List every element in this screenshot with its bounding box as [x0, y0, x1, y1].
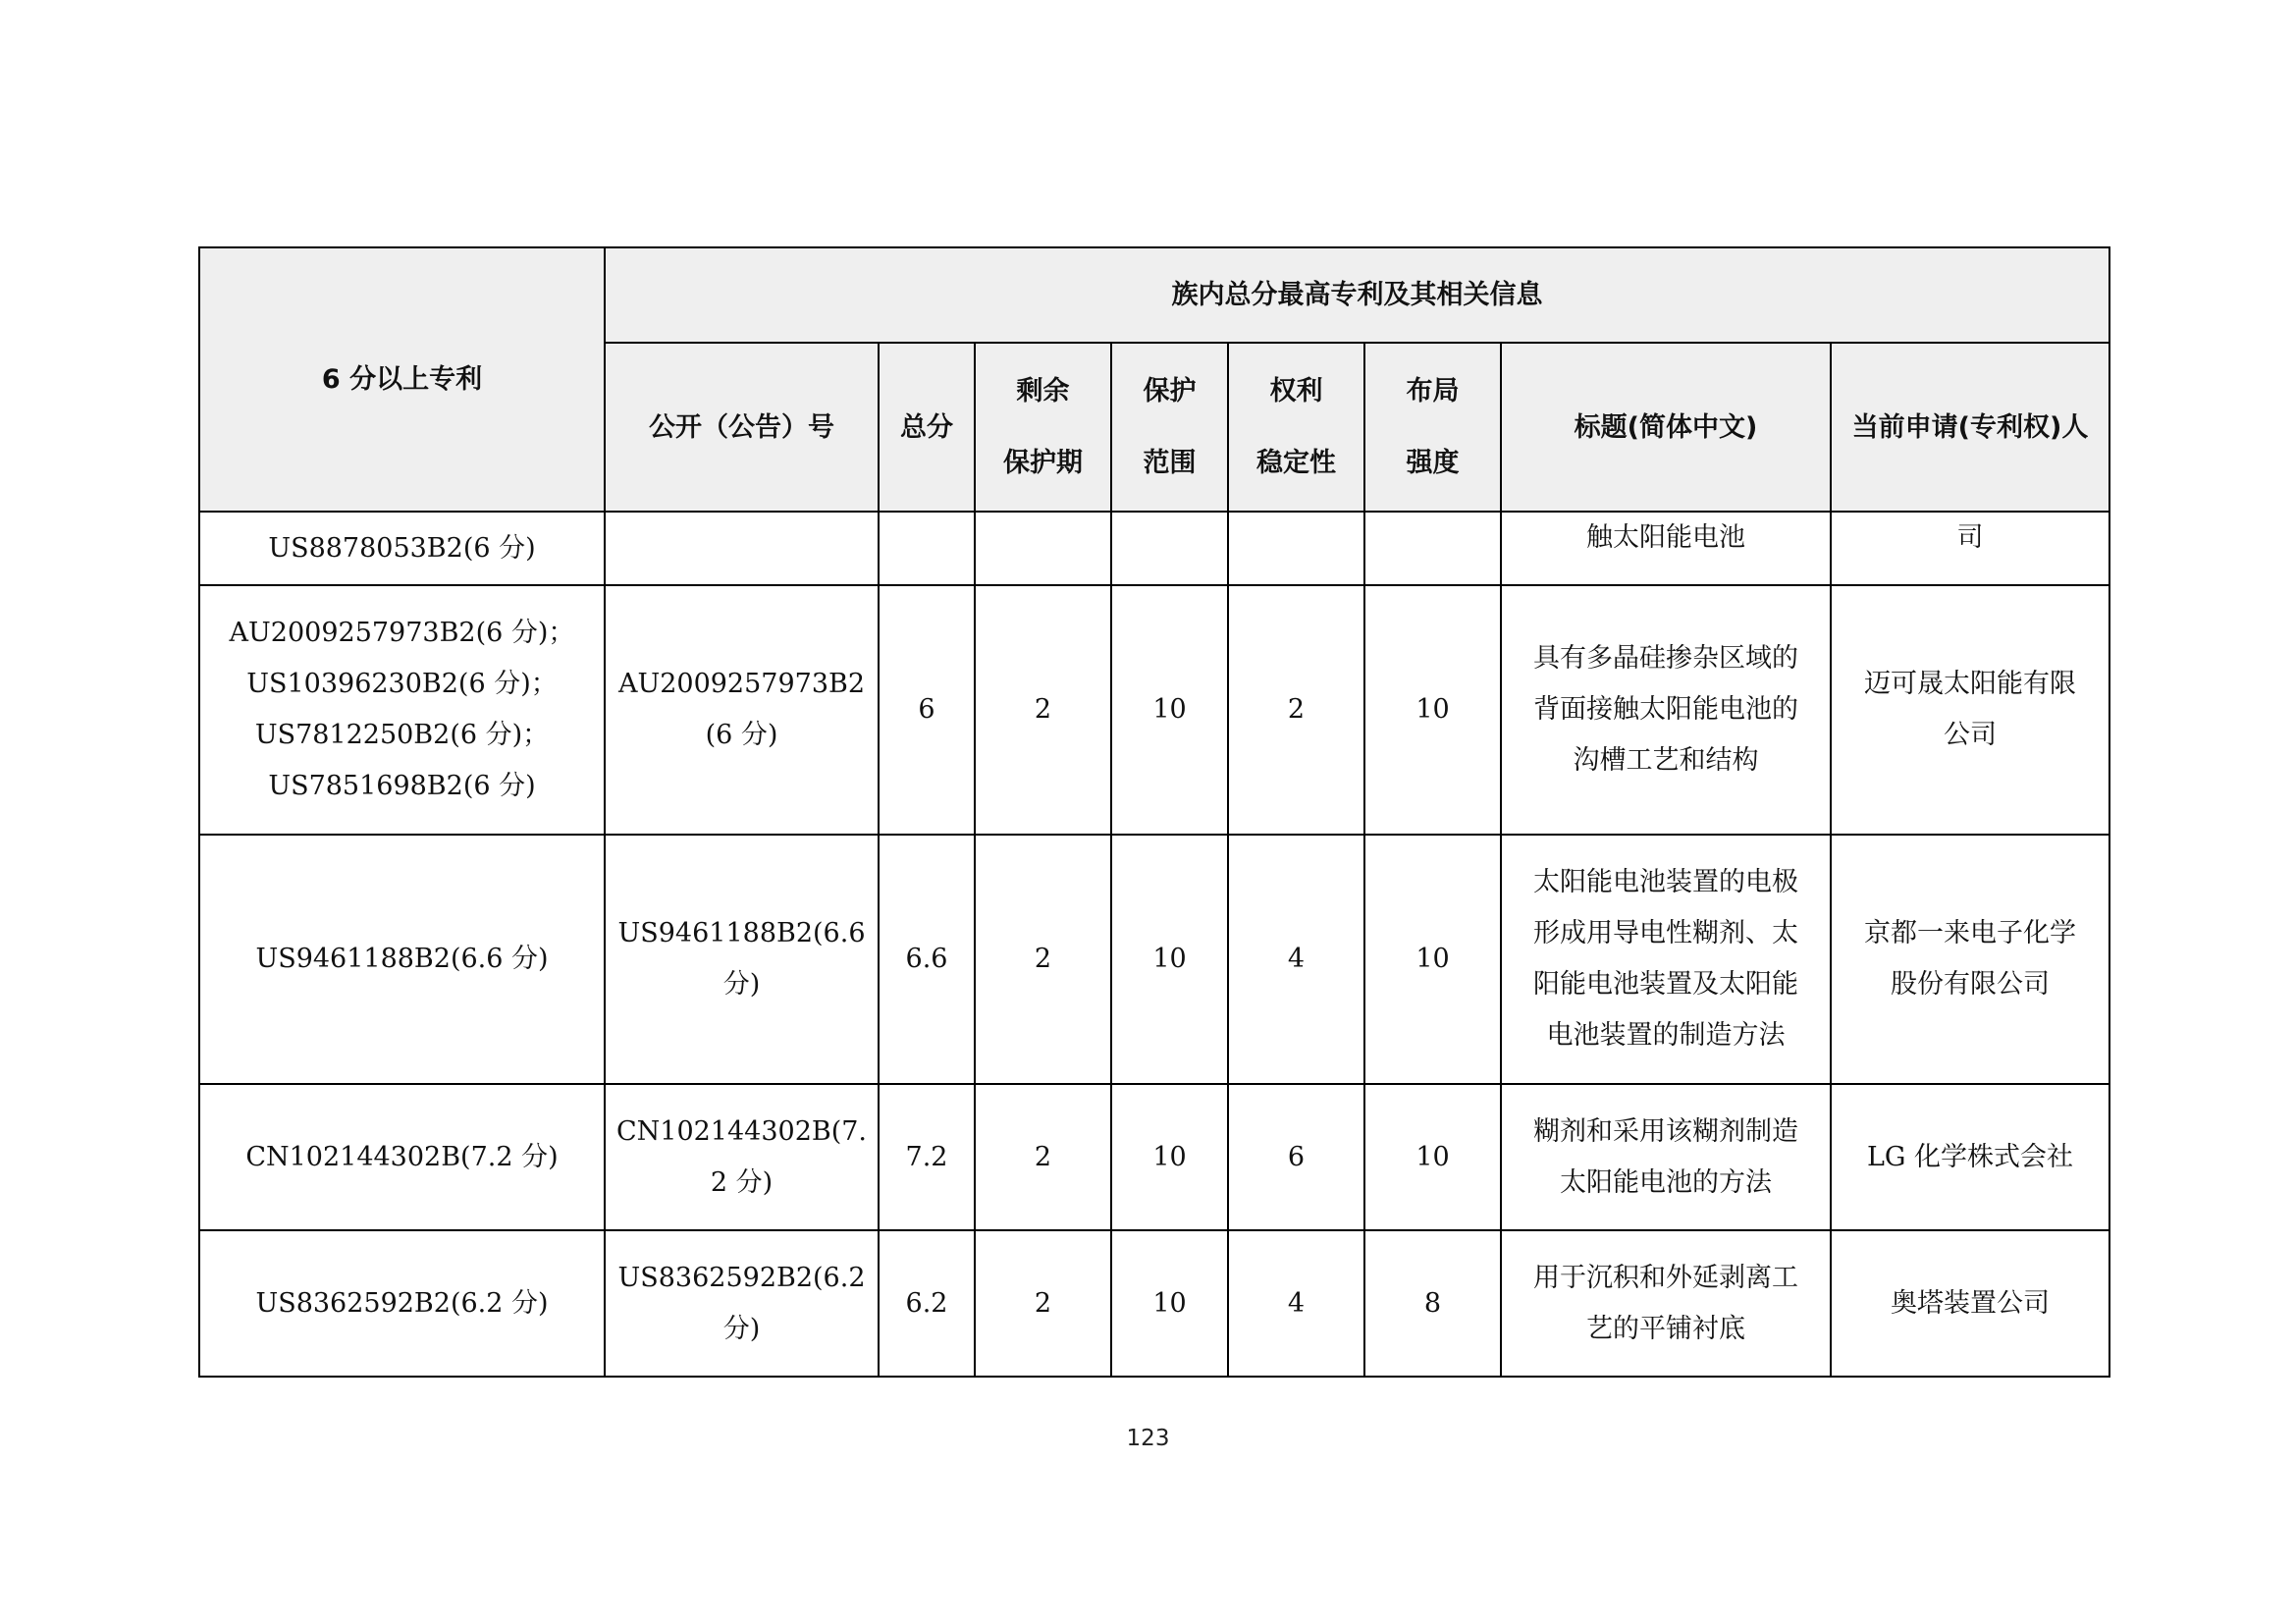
- title-cell: 触太阳能电池: [1501, 512, 1831, 585]
- total-score-cell: [879, 512, 975, 585]
- patent-entry: US8362592B2(6.2 分): [255, 1287, 549, 1319]
- header-remaining-term-line2: 保护期: [1003, 448, 1083, 478]
- publication-no-cell: [605, 512, 879, 585]
- total-score-cell: 7.2: [879, 1084, 975, 1230]
- total-score-cell: 6: [879, 585, 975, 835]
- layout-strength-cell: 10: [1364, 585, 1501, 835]
- header-patents-over-6: 6 分以上专利: [199, 247, 605, 512]
- right-stability-cell: 6: [1228, 1084, 1364, 1230]
- header-remaining-term-line1: 剩余: [1016, 376, 1070, 406]
- layout-strength-cell: 8: [1364, 1230, 1501, 1377]
- remaining-term-cell: 2: [975, 1084, 1111, 1230]
- remaining-term-cell: 2: [975, 585, 1111, 835]
- patents-cell: [199, 512, 605, 585]
- page-number: 123: [1126, 1426, 1170, 1451]
- patents-cell: [199, 1084, 605, 1230]
- header-right-stability: [1228, 343, 1364, 512]
- header-applicant: 当前申请(专利权)人: [1831, 343, 2109, 512]
- patent-table: [198, 246, 2110, 1378]
- protection-scope-cell: 10: [1111, 835, 1228, 1084]
- protection-scope-cell: 10: [1111, 585, 1228, 835]
- protection-scope-cell: 10: [1111, 1230, 1228, 1377]
- patent-entry: AU2009257973B2(6 分)；: [229, 618, 575, 648]
- title-cell: 用于沉积和外延剥离工艺的平铺衬底: [1501, 1230, 1831, 1377]
- publication-no-cell: AU2009257973B2(6 分): [605, 585, 879, 835]
- header-right-stability-line1: 权利: [1269, 376, 1323, 406]
- patent-entry: CN102144302B(7.2 分): [245, 1141, 559, 1172]
- header-total-score: 总分: [879, 343, 975, 512]
- publication-no-cell: US9461188B2(6.6 分): [605, 835, 879, 1084]
- table-row: [199, 585, 2109, 835]
- total-score-cell: 6.2: [879, 1230, 975, 1377]
- publication-no-cell: US8362592B2(6.2 分): [605, 1230, 879, 1377]
- applicant-cell: 京都一来电子化学股份有限公司: [1831, 835, 2109, 1084]
- applicant-cell: 司: [1831, 512, 2109, 585]
- remaining-term-cell: [975, 512, 1111, 585]
- patent-entry: US7851698B2(6 分): [268, 771, 536, 801]
- header-group-title: 族内总分最高专利及其相关信息: [605, 247, 2109, 343]
- header-layout-strength-line1: 布局: [1406, 376, 1460, 406]
- protection-scope-cell: [1111, 512, 1228, 585]
- right-stability-cell: 2: [1228, 585, 1364, 835]
- header-protection-scope-line1: 保护: [1143, 376, 1197, 406]
- remaining-term-cell: 2: [975, 1230, 1111, 1377]
- header-protection-scope-line2: 范围: [1143, 448, 1197, 478]
- layout-strength-cell: 10: [1364, 1084, 1501, 1230]
- remaining-term-cell: 2: [975, 835, 1111, 1084]
- header-protection-scope: [1111, 343, 1228, 512]
- header-layout-strength: [1364, 343, 1501, 512]
- publication-no-cell: CN102144302B(7.2 分): [605, 1084, 879, 1230]
- patent-entry: US8878053B2(6 分): [268, 532, 536, 564]
- total-score-cell: 6.6: [879, 835, 975, 1084]
- table-row: [199, 1230, 2109, 1377]
- patent-entry: US10396230B2(6 分)；: [246, 669, 558, 699]
- applicant-cell: 迈可晟太阳能有限公司: [1831, 585, 2109, 835]
- table-row: [199, 835, 2109, 1084]
- layout-strength-cell: 10: [1364, 835, 1501, 1084]
- header-remaining-term: [975, 343, 1111, 512]
- patents-cell: [199, 1230, 605, 1377]
- right-stability-cell: 4: [1228, 835, 1364, 1084]
- header-row-1: [199, 247, 2109, 343]
- title-cell: 具有多晶硅掺杂区域的背面接触太阳能电池的沟槽工艺和结构: [1501, 585, 1831, 835]
- table-row: [199, 512, 2109, 585]
- title-cell: 太阳能电池装置的电极形成用导电性糊剂、太阳能电池装置及太阳能电池装置的制造方法: [1501, 835, 1831, 1084]
- right-stability-cell: 4: [1228, 1230, 1364, 1377]
- patent-entry: US9461188B2(6.6 分): [255, 944, 549, 974]
- patents-cell: [199, 835, 605, 1084]
- patents-cell: [199, 585, 605, 835]
- title-cell: 糊剂和采用该糊剂制造太阳能电池的方法: [1501, 1084, 1831, 1230]
- protection-scope-cell: 10: [1111, 1084, 1228, 1230]
- layout-strength-cell: [1364, 512, 1501, 585]
- applicant-cell: 奥塔装置公司: [1831, 1230, 2109, 1377]
- patent-entry: US7812250B2(6 分)；: [254, 720, 550, 750]
- header-layout-strength-line2: 强度: [1406, 448, 1460, 478]
- table-row: [199, 1084, 2109, 1230]
- header-title: 标题(简体中文): [1501, 343, 1831, 512]
- header-right-stability-line2: 稳定性: [1256, 448, 1336, 478]
- applicant-cell: LG 化学株式会社: [1831, 1084, 2109, 1230]
- right-stability-cell: [1228, 512, 1364, 585]
- header-publication-no: 公开（公告）号: [605, 343, 879, 512]
